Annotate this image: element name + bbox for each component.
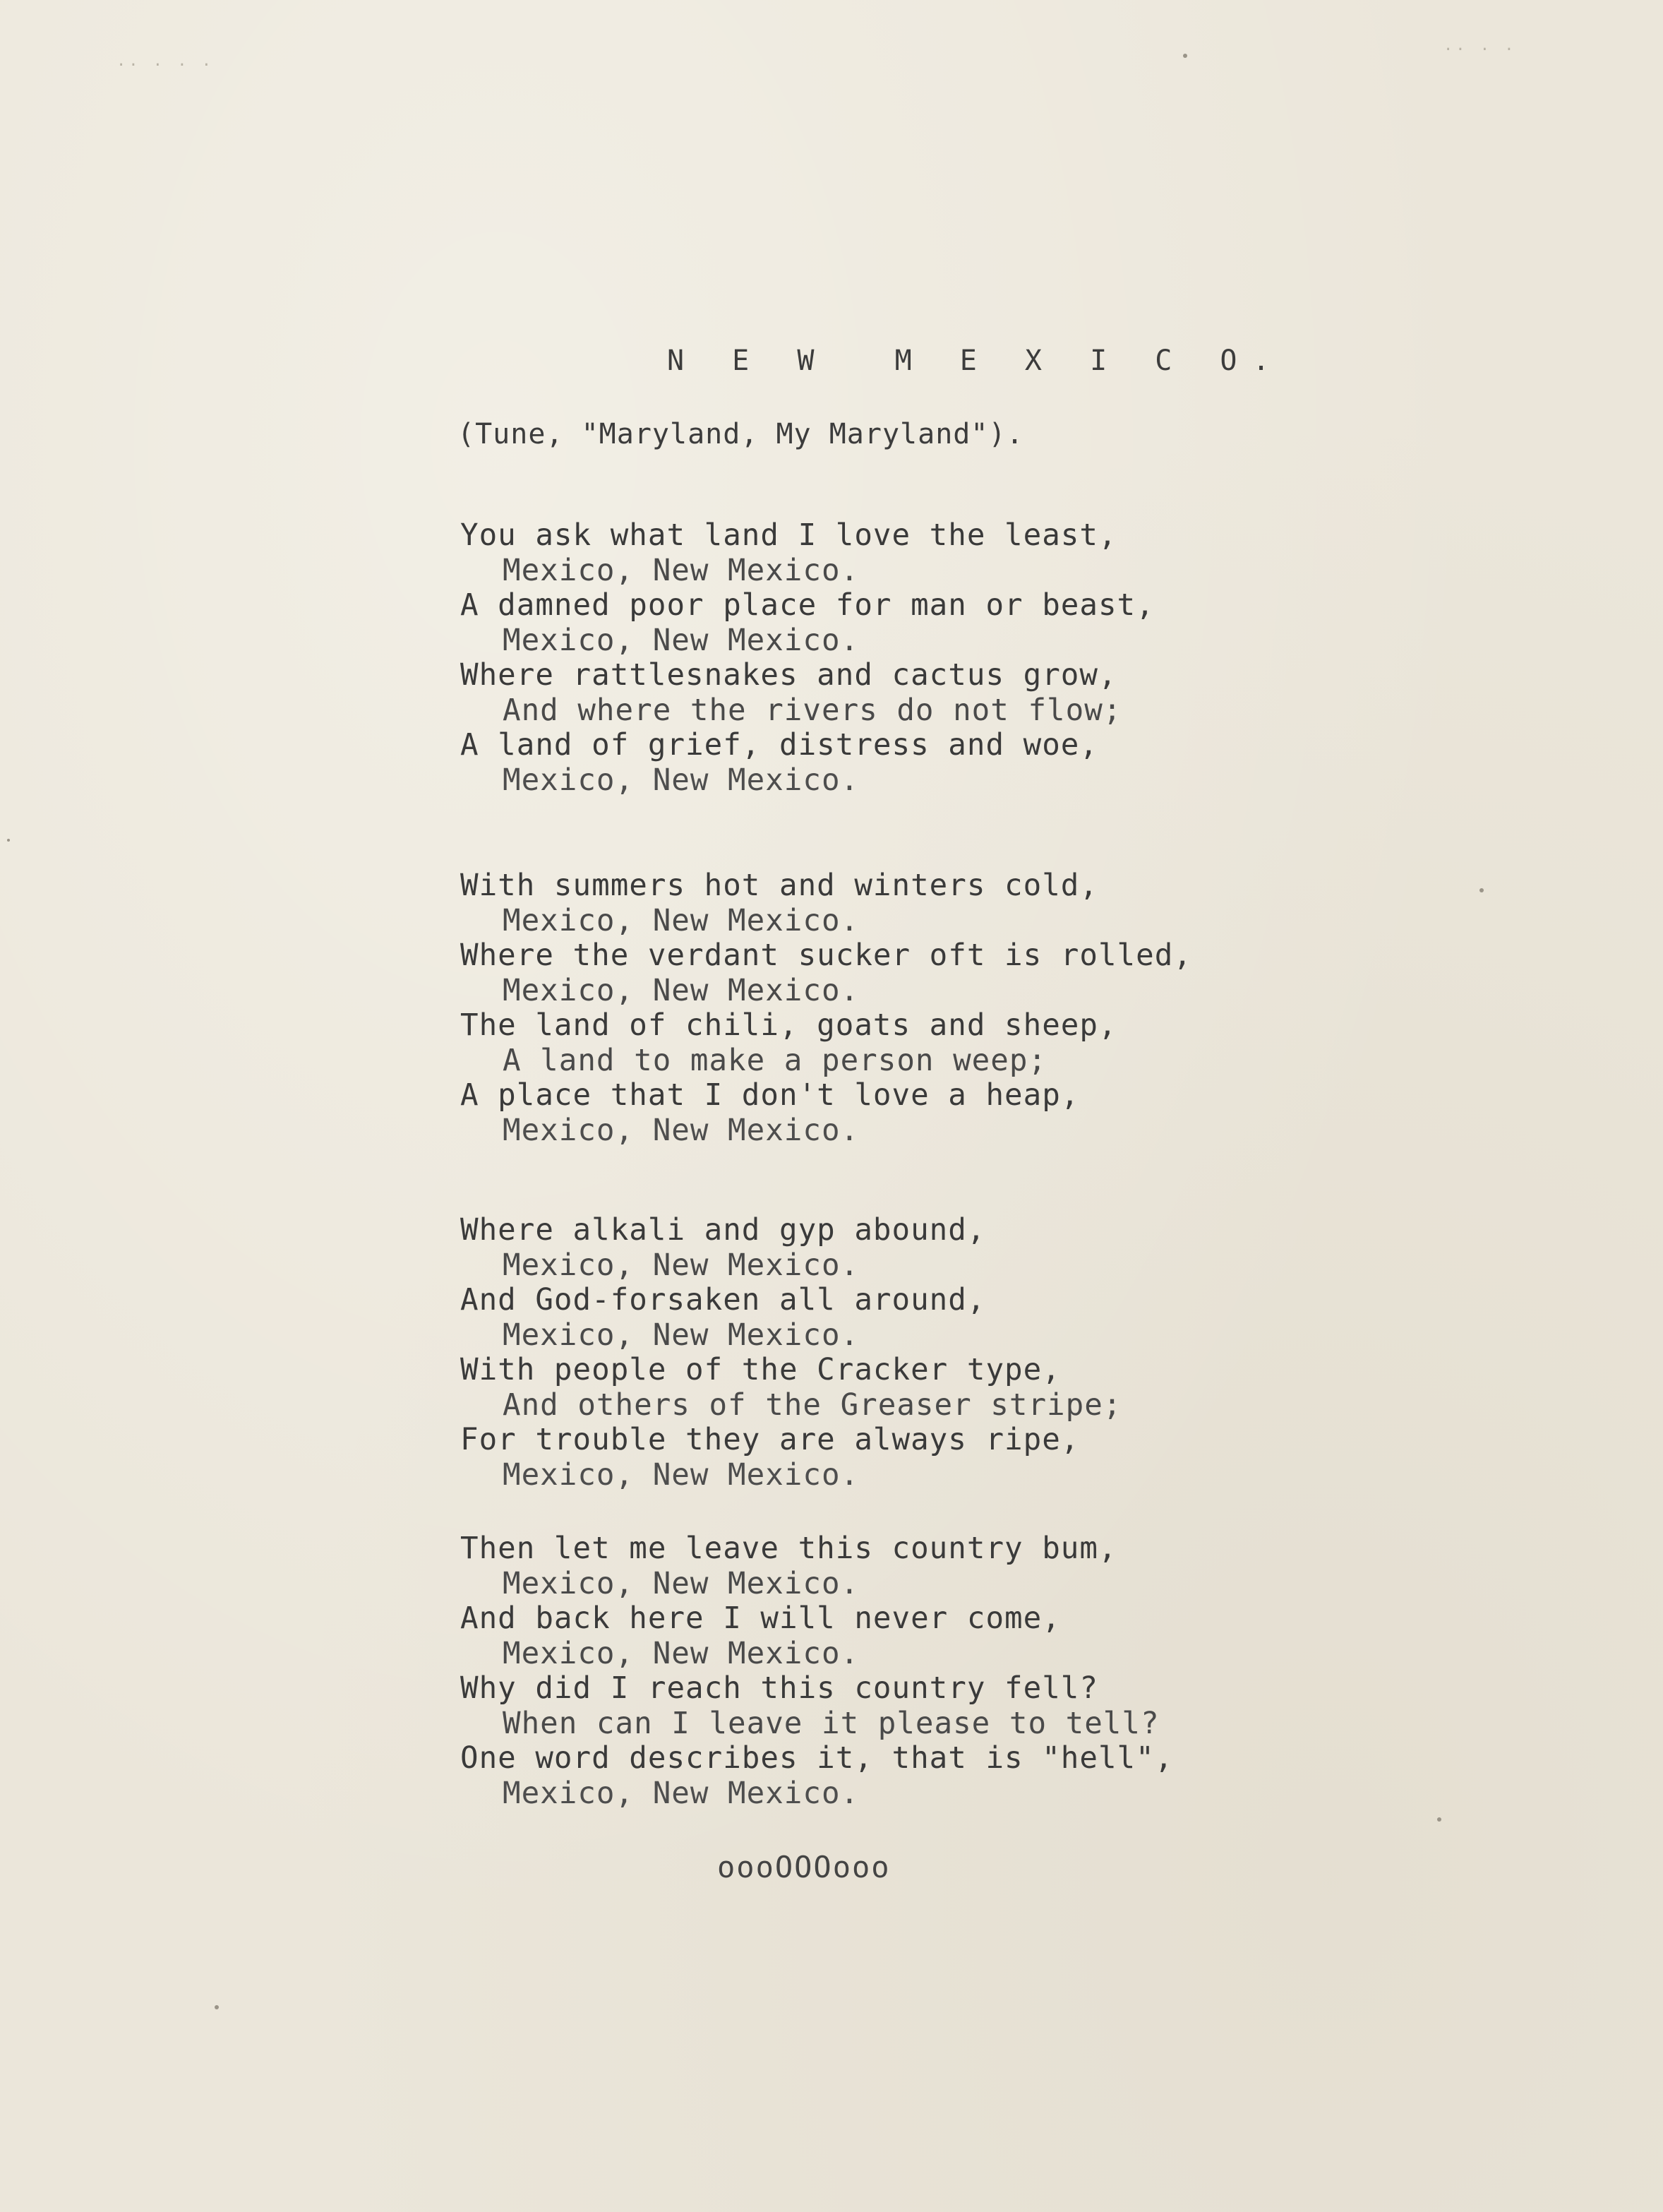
stanza-1 [460, 518, 1155, 798]
end-ornament: oooOOOooo [717, 1850, 891, 1884]
stanza-line: A land of grief, distress and woe, [460, 728, 1098, 763]
stanza-line: A land to make a person weep; [503, 1043, 1047, 1078]
stanza-line: And others of the Greaser stripe; [503, 1387, 1122, 1423]
stanza-line: And God-forsaken all around, [460, 1283, 986, 1317]
refrain-line: Mexico, New Mexico. [503, 553, 860, 588]
stanza-line: Where alkali and gyp abound, [460, 1213, 986, 1248]
stanza-line: And where the rivers do not flow; [503, 693, 1122, 728]
corner-mark-right: ·· · · [1443, 41, 1517, 59]
stanza-line: Then let me leave this country bum, [460, 1531, 1117, 1566]
refrain-line: Mexico, New Mexico. [503, 1566, 860, 1601]
paper-speck [215, 2005, 219, 2009]
refrain-line: Mexico, New Mexico. [503, 763, 860, 798]
stanza-line: And back here I will never come, [460, 1601, 1061, 1636]
stanza-line: A place that I don't love a heap, [460, 1078, 1080, 1113]
stanza-line: When can I leave it please to tell? [503, 1706, 1160, 1741]
refrain-line: Mexico, New Mexico. [503, 973, 860, 1008]
stanza-line: With people of the Cracker type, [460, 1353, 1061, 1387]
refrain-line: Mexico, New Mexico. [503, 623, 860, 658]
refrain-line: Mexico, New Mexico. [503, 1248, 860, 1283]
refrain-line: Mexico, New Mexico. [503, 1776, 860, 1811]
stanza-3 [460, 1213, 1122, 1493]
stanza-line: The land of chili, goats and sheep, [460, 1008, 1117, 1043]
stanza-4 [460, 1531, 1173, 1811]
refrain-line: Mexico, New Mexico. [503, 1636, 860, 1671]
stanza-line: Where rattlesnakes and cactus grow, [460, 658, 1117, 693]
refrain-line: Mexico, New Mexico. [503, 1457, 860, 1493]
stanza-line: For trouble they are always ripe, [460, 1423, 1080, 1457]
corner-mark-left: ·· · · · [116, 56, 214, 74]
poem-title: N E W M E X I C O. [667, 345, 1285, 377]
stanza-line: One word describes it, that is "hell", [460, 1741, 1174, 1776]
tune-note: (Tune, "Maryland, My Maryland"). [457, 418, 1024, 450]
paper-speck [1479, 888, 1484, 892]
stanza-line: Where the verdant sucker oft is rolled, [460, 938, 1192, 973]
stanza-line: A damned poor place for man or beast, [460, 588, 1155, 623]
stanza-line: Why did I reach this country fell? [460, 1671, 1098, 1706]
refrain-line: Mexico, New Mexico. [503, 1317, 860, 1353]
paper-speck [7, 839, 10, 842]
stanza-line: With summers hot and winters cold, [460, 868, 1098, 903]
stanza-line: You ask what land I love the least, [460, 518, 1117, 553]
refrain-line: Mexico, New Mexico. [503, 903, 860, 938]
paper-speck [1437, 1817, 1441, 1822]
stanza-2 [460, 868, 1192, 1148]
refrain-line: Mexico, New Mexico. [503, 1113, 860, 1148]
paper-speck [1183, 54, 1187, 58]
